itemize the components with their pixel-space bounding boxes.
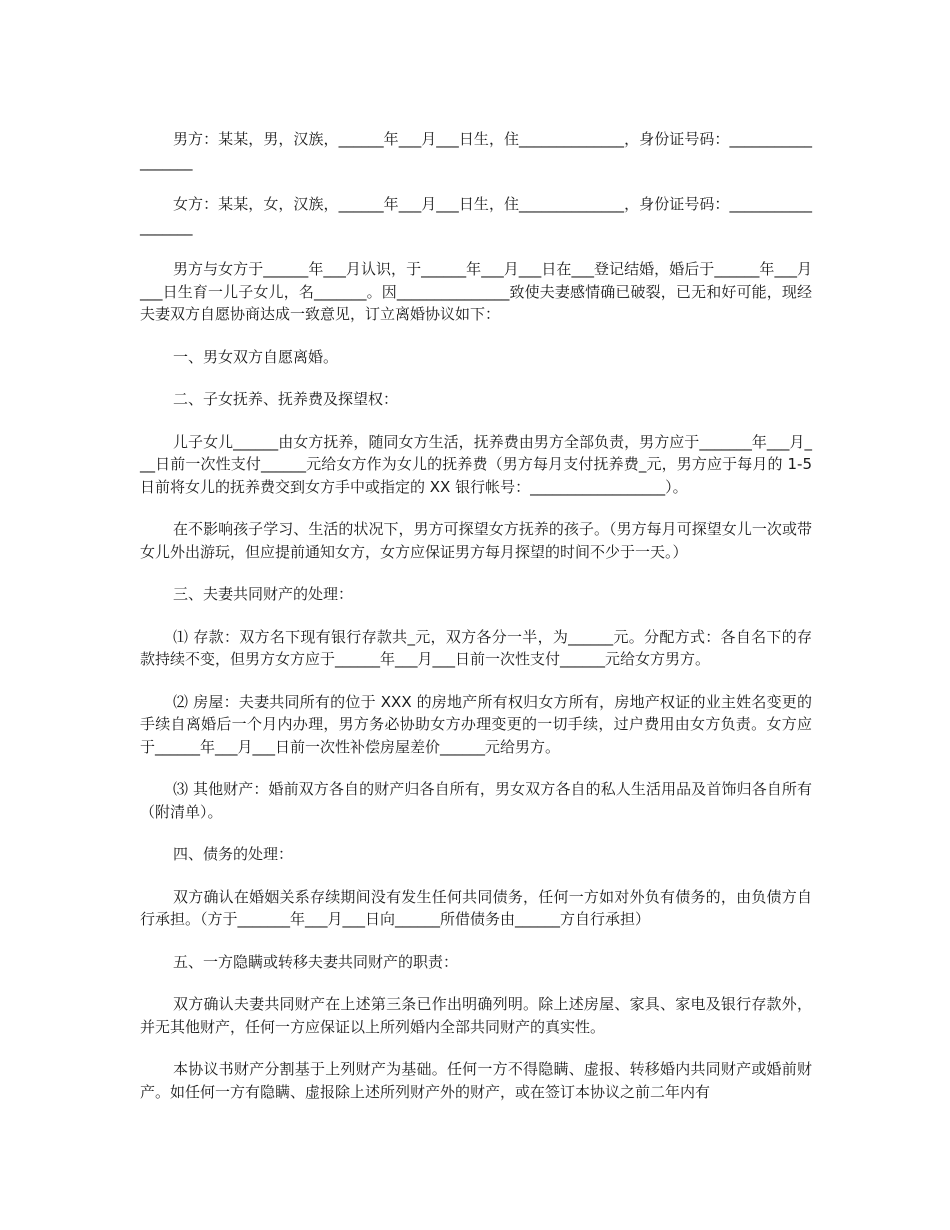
- savings-clause: ⑴ 存款：双方名下现有银行存款共_元，双方各分一半，为______元。分配方式：各自名下的存款持续不变，但男方女方应于______年___月___日前一次性支付______元给女方男方。: [140, 627, 812, 668]
- party-female-info: 女方：某某，女，汉族，______年___月___日生，住______________，身份证号码：__________________: [140, 195, 812, 236]
- section-5-heading: 五、一方隐瞒或转移夫妻共同财产的职责：: [173, 952, 459, 971]
- section-2-heading: 二、子女抚养、抚养费及探望权：: [173, 390, 399, 408]
- debt-clause: 双方确认在婚姻关系存续期间没有发生任何共同债务，任何一方如对外负有债务的，由负债方自行承担。（方于_______年___月___日向______所借债务由______方自行承担）: [140, 887, 812, 928]
- other-property-clause: ⑶ 其他财产：婚前双方各自的财产归各自所有，男女双方各自的私人生活用品及首饰归各自所有（附清单）。: [140, 780, 812, 821]
- section-1-heading: 一、男女双方自愿离婚。: [173, 347, 339, 366]
- marriage-background: 男方与女方于______年___月认识，于______年___月___日在___登记结婚，婚后于______年___月___日生育一儿子女儿，名_______。因_______________致使夫妻感情确已破裂，已无和好可能，现经夫妻双方自愿协商达成一致意见，订立离婚协议如下：: [140, 260, 812, 323]
- party-male-info: 男方：某某，男，汉族，______年___月___日生，住______________，身份证号码：__________________: [140, 130, 812, 171]
- child-custody-clause: 儿子女儿______由女方抚养，随同女方生活，抚养费由男方全部负责，男方应于_______年___月___日前一次性支付______元给女方作为女儿的抚养费（男方每月支付抚养费_元，男方应于每月的 1-5 日前将女儿的抚养费交到女方手中或指定的 XX 银行帐号：__________________）。: [140, 432, 817, 496]
- property-confirmation-clause: 双方确认夫妻共同财产在上述第三条已作出明确列明。除上述房屋、家具、家电及银行存款外，并无其他财产，任何一方应保证以上所列婚内全部共同财产的真实性。: [140, 995, 812, 1036]
- section-3-heading: 三、夫妻共同财产的处理：: [173, 585, 354, 603]
- property-division-basis-clause: 本协议书财产分割基于上列财产为基础。任何一方不得隐瞒、虚报、转移婚内共同财产或婚前财产。如任何一方有隐瞒、虚报除上述所列财产外的财产，或在签订本协议之前二年内有: [140, 1060, 812, 1101]
- house-clause: ⑵ 房屋：夫妻共同所有的位于 XXX 的房地产所有权归女方所有，房地产权证的业主姓名变更的手续自离婚后一个月内办理，男方务必协助女方办理变更的一切手续，过户费用由女方负责。女方应于______年___月___日前一次性补偿房屋差价______元给男方。: [140, 692, 812, 756]
- agreement-page: [140, 128, 817, 1123]
- visitation-clause: 在不影响孩子学习、生活的状况下，男方可探望女方抚养的孩子。（男方每月可探望女儿一次或带女儿外出游玩，但应提前通知女方，女方应保证男方每月探望的时间不少于一天。）: [140, 520, 812, 561]
- section-4-heading: 四、债务的处理：: [173, 845, 294, 863]
